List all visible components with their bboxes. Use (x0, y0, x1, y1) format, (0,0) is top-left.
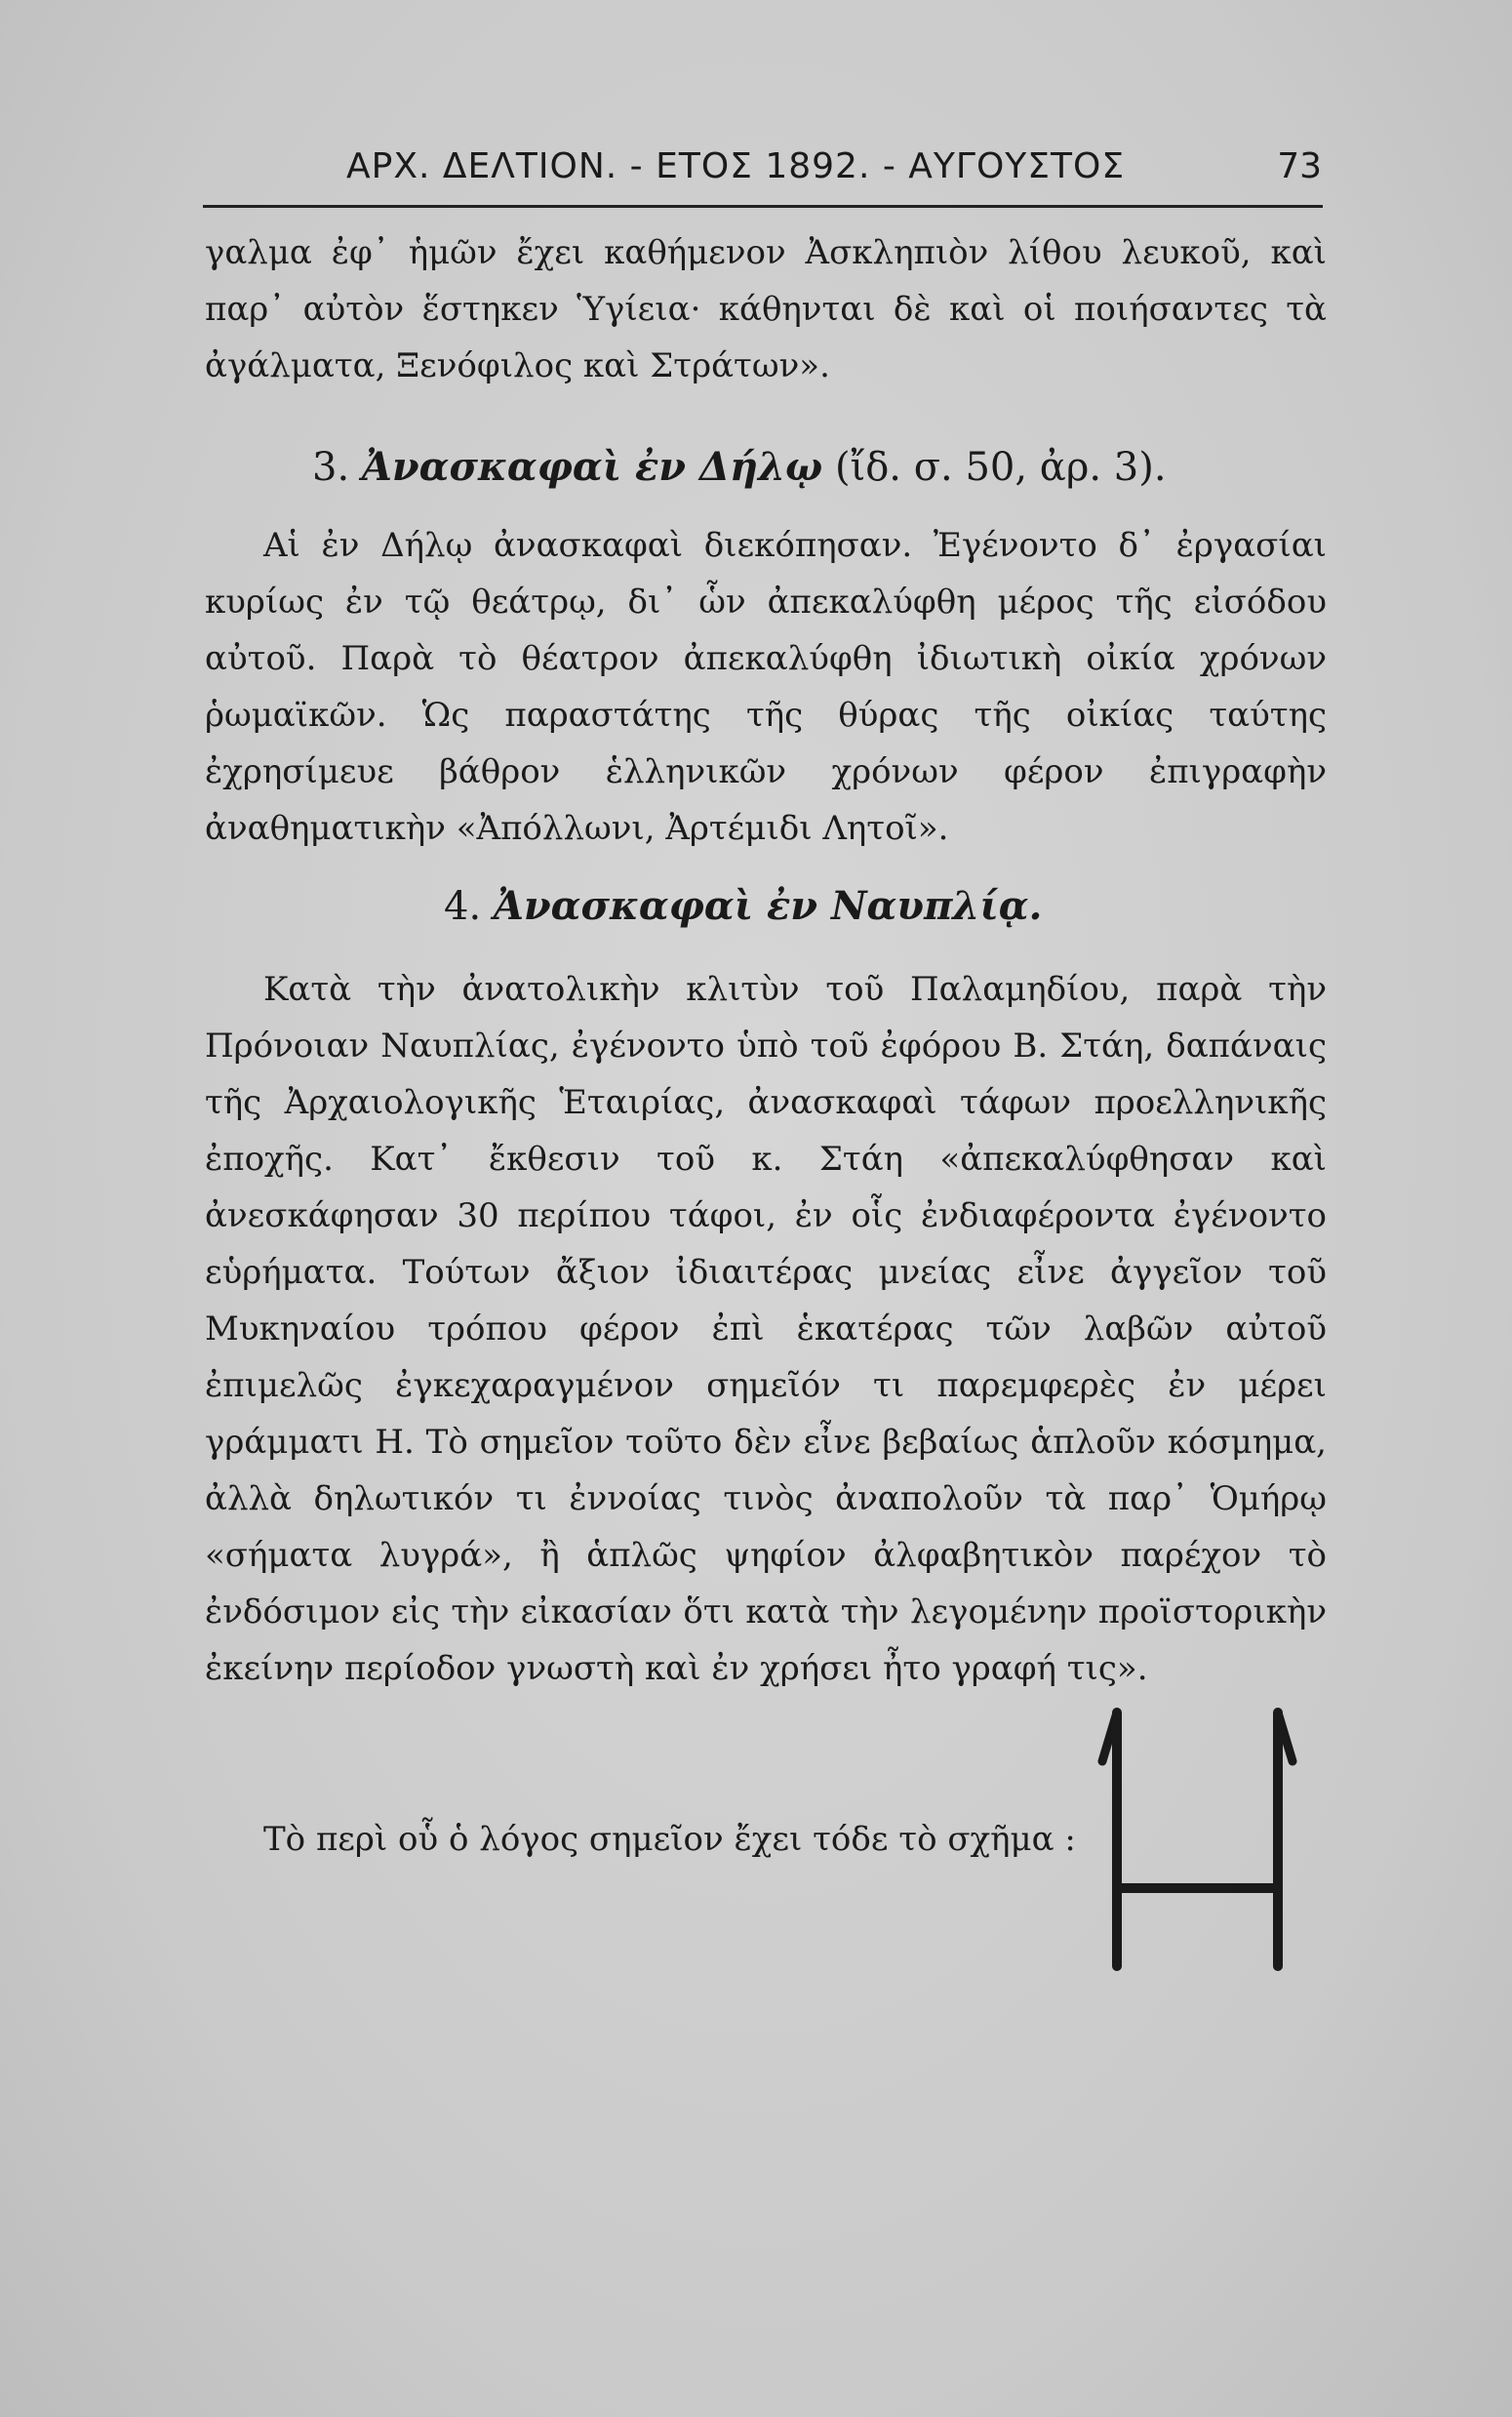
section-4-heading (444, 883, 1042, 929)
page-number: 73 (1277, 146, 1322, 186)
section-4-number: 4. (444, 884, 482, 929)
running-header (346, 146, 1322, 195)
figure-caption: Τὸ περὶ οὗ ὁ λόγος σημεῖον ἔχει τόδε τὸ σχῆμα : (263, 1820, 1076, 1859)
section-3-number: 3. (312, 445, 350, 490)
paragraph-3: Κατὰ τὴν ἀνατολικὴν κλιτὺν τοῦ Παλαμηδίου, παρὰ τὴν Πρόνοιαν Ναυπλίας, ἐγένοντο ὑπὸ τοῦ ἐφόρου Β. Στάη, δαπάναις τῆς Ἀρχαιολογικῆς Ἑταιρίας, ἀνασκαφαὶ τάφων προελληνικῆς ἐποχῆς. Κατ᾽ ἔκθεσιν τοῦ κ. Στάη «ἀπεκαλύφθησαν καὶ ἀνεσκάφησαν 30 περίπου τάφοι, ἐν οἷς ἐνδιαφέροντα ἐγένοντο εὑρήματα. Τούτων ἄξιον ἰδιαιτέρας μνείας εἶνε ἀγγεῖον τοῦ Μυκηναίου τρόπου φέρον ἐπὶ ἑκατέρας τῶν λαβῶν αὐτοῦ ἐπιμελῶς ἐγκεχαραγμένον σημεῖόν τι παρεμφερὲς ἐν μέρει γράμματι Η. Τὸ σημεῖον τοῦτο δὲν εἶνε βεβαίως ἁπλοῦν κόσμημα, ἀλλὰ δηλωτικόν τι ἐννοίας τινὸς ἀναπολοῦν τὰ παρ᾽ Ὁμήρῳ «σήματα λυγρά», ἢ ἁπλῶς ψηφίον ἀλφαβητικὸν παρέχον τὸ ἐνδόσιμον εἰς τὴν εἰκασίαν ὅτι κατὰ τὴν λεγομένην προϊστορικὴν ἐκείνην περίοδον γνωστὴ καὶ ἐν χρήσει ἦτο γραφή τις». (205, 970, 1327, 1688)
header-title: ΑΡΧ. ΔΕΛΤΙΟΝ. - ΕΤΟΣ 1892. - ΑΥΓΟΥΣΤΟΣ (346, 146, 1126, 186)
paragraph-2: Αἱ ἐν Δήλῳ ἀνασκαφαὶ διεκόπησαν. Ἐγένοντο δ᾽ ἐργασίαι κυρίως ἐν τῷ θεάτρῳ, δι᾽ ὧν ἀπεκαλύφθη μέρος τῆς εἰσόδου αὐτοῦ. Παρὰ τὸ θέατρον ἀπεκαλύφθη ἰδιωτικὴ οἰκία χρόνων ῥωμαϊκῶν. Ὡς παραστάτης τῆς θύρας τῆς οἰκίας ταύτης ἐχρησίμευε βάθρον ἑλληνικῶν χρόνων φέρον ἐπιγραφὴν ἀναθηματικὴν «Ἀπόλλωνι, Ἀρτέμιδι Λητοῖ». (205, 526, 1327, 848)
section-3-title: Ἀνασκαφαὶ ἐν Δήλῳ (361, 444, 823, 490)
section-4-title: Ἀνασκαφαὶ ἐν Ναυπλίᾳ. (493, 883, 1043, 929)
h-sign-figure (1083, 1693, 1307, 1986)
paragraph-1: γαλμα ἐφ᾽ ἡμῶν ἔχει καθήμενον Ἀσκληπιὸν λίθου λευκοῦ, καὶ παρ᾽ αὐτὸν ἕστηκεν Ὑγίεια· κάθηνται δὲ καὶ οἱ ποιήσαντες τὰ ἀγάλματα, Ξενόφιλος καὶ Στράτων». (205, 233, 1327, 385)
header-rule (203, 205, 1323, 208)
section-3-ref: (ἴδ. σ. 50, ἀρ. 3). (834, 445, 1167, 490)
section-3-heading (312, 444, 1167, 490)
